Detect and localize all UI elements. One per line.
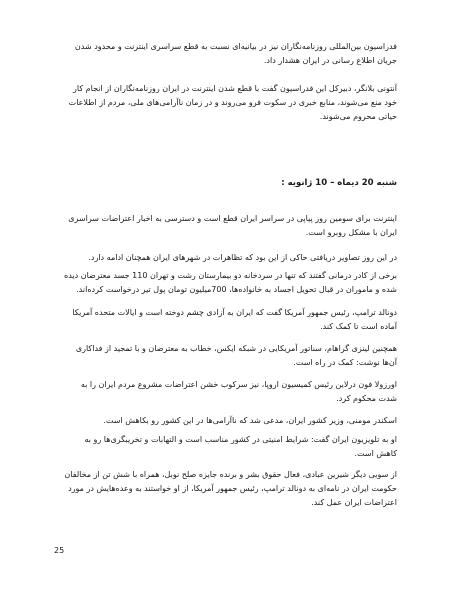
paragraph: آنتونی بلانگر، دبیرکل این فدراسیون گفت با قطع شدن اینترنت در ایران روزنامه‌نگاران از انجام کار خود منع می‌شوند، منابع خبری در سکوت فرو می‌روند و در زمان ناآرامی‌های ملی، مردم از اطلاعات حیاتی محروم می‌شوند. xyxy=(68,84,397,121)
paragraph: برخی از کادر درمانی گفتند که تنها در سردخانه دو بیمارستان رشت و تهران 110 جسد معترضان دیده شده و ماموران در قبال تحویل اجساد به خانواده‌ها، 700میلیون تومان پول تیر درخواست کرده‌اند. xyxy=(64,271,397,294)
paragraph: او به تلویزیون ایران گفت: شرایط امنیتی در کشور مناسب است و التهابات و تخریبگری‌ها رو به کاهش است. xyxy=(84,435,397,458)
page-number: 25 xyxy=(54,546,65,555)
paragraph: اورزولا فون درلاین رئیس کمیسیون اروپا، نیز سرکوب خشن اعتراضات مشروع مردم ایران را به شدت محکوم کرد. xyxy=(80,380,397,403)
section-heading: شنبه 20 دیماه – 10 ژانویه : xyxy=(281,178,397,188)
paragraph: اینترنت برای سومین روز پیاپی در سراسر ایران قطع است و دسترسی به اخبار اعتراضات سراسری ایران با مشکل روبرو است. xyxy=(68,214,397,237)
paragraph: در این روز تصاویر دریافتی حاکی از این بود که تظاهرات در شهرهای ایران همچنان ادامه دارد. xyxy=(88,253,397,262)
paragraph: فدراسیون بین‌المللی روزنامه‌نگاران نیز در بیانیه‌ای نسبت به قطع سراسری اینترنت و محدود شدن جریان اطلاع رسانی در ایران هشدار داد. xyxy=(74,42,397,65)
paragraph: همچنین لینزی گراهام، سناتور آمریکایی در شبکه ایکس، خطاب به معترضان و با تمجید از فداکاری آن‌ها نوشت: کمک در راه است. xyxy=(75,344,397,367)
paragraph: دونالد ترامپ، رئیس جمهور آمریکا گفت که ایران به آزادی چشم دوخته است و ایالات متحده آمریکا آماده است تا کمک کند. xyxy=(72,308,397,331)
paragraph: از سویی دیگر شیرین عبادی، فعال حقوق بشر و برنده جایزه صلح نوبل، همراه با شش تن از مخالفان حکومت ایران در نامه‌ای به دونالد ترامپ، رئیس جمهور آمریکا، از او خواستند به وعده‌هایش در مورد اعتراضات ایران عمل کند. xyxy=(64,470,397,507)
paragraph: اسکندر مومنی، وزیر کشور ایران، مدعی شد که ناآرامی‌ها در این کشور رو بکاهش است. xyxy=(103,416,397,425)
